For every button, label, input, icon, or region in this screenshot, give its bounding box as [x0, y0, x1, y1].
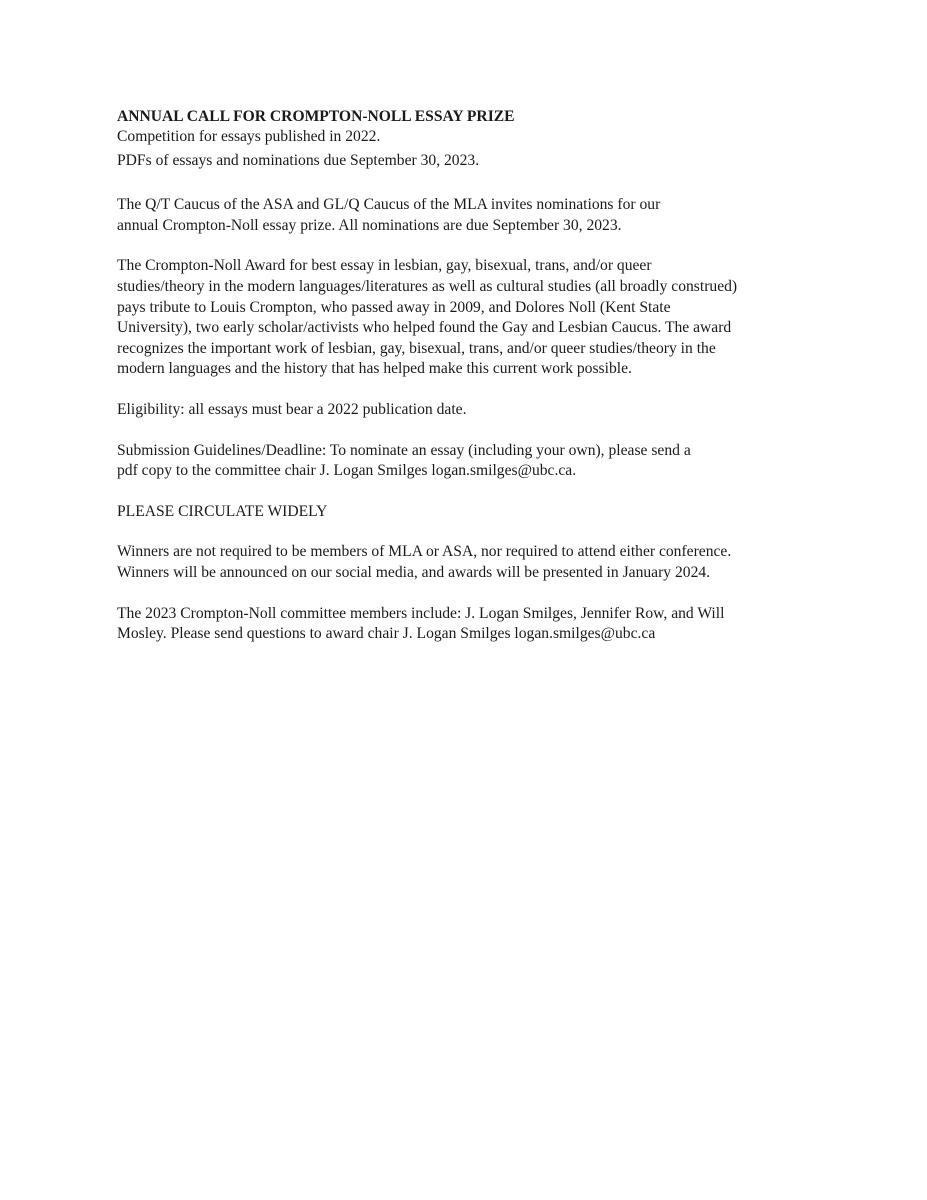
paragraph-line: annual Crompton-Noll essay prize. All nominations are due September 30, 2023.	[117, 216, 622, 234]
paragraph-committee	[117, 604, 832, 645]
paragraph-line: Winners are not required to be members of MLA or ASA, nor required to attend either conference.	[117, 543, 732, 561]
paragraph-winners	[117, 542, 832, 583]
paragraph-line: The Q/T Caucus of the ASA and GL/Q Caucus of the MLA invites nominations for our	[117, 196, 661, 214]
paragraph-line: Eligibility: all essays must bear a 2022 publication date.	[117, 400, 467, 418]
paragraph-line: The Crompton-Noll Award for best essay in lesbian, gay, bisexual, trans, and/or queer	[117, 257, 652, 275]
paragraph-line: studies/theory in the modern languages/literatures as well as cultural studies (all broadly construed)	[117, 277, 738, 295]
subtitle-line-1: Competition for essays published in 2022.	[117, 128, 381, 145]
paragraph-circulate	[117, 502, 832, 523]
paragraph-eligibility	[117, 400, 832, 421]
paragraph-line: Mosley. Please send questions to award chair J. Logan Smilges logan.smilges@ubc.ca	[117, 625, 656, 643]
paragraph-line: The 2023 Crompton-Noll committee members include: J. Logan Smilges, Jennifer Row, and Will	[117, 604, 725, 622]
paragraph-award-description	[117, 256, 832, 380]
paragraph-line: University), two early scholar/activists who helped found the Gay and Lesbian Caucus. The award	[117, 319, 732, 337]
subtitle-line-2: PDFs of essays and nominations due September 30, 2023.	[117, 151, 480, 169]
paragraph-line: Winners will be announced on our social media, and awards will be presented in January 2024.	[117, 563, 711, 581]
paragraph-line: pays tribute to Louis Crompton, who passed away in 2009, and Dolores Noll (Kent State	[117, 298, 671, 316]
paragraph-line: pdf copy to the committee chair J. Logan Smilges logan.smilges@ubc.ca.	[117, 462, 577, 480]
document-title: ANNUAL CALL FOR CROMPTON-NOLL ESSAY PRIZE	[117, 108, 515, 125]
paragraph-line: modern languages and the history that has helped make this current work possible.	[117, 360, 632, 378]
paragraph-line: PLEASE CIRCULATE WIDELY	[117, 502, 328, 520]
paragraph-invitation	[117, 195, 832, 236]
paragraph-line: Submission Guidelines/Deadline: To nominate an essay (including your own), please send a	[117, 441, 691, 459]
document-page	[117, 107, 832, 645]
paragraph-submission-guidelines	[117, 441, 832, 482]
paragraph-line: recognizes the important work of lesbian, gay, bisexual, trans, and/or queer studies/theory in the	[117, 339, 716, 357]
